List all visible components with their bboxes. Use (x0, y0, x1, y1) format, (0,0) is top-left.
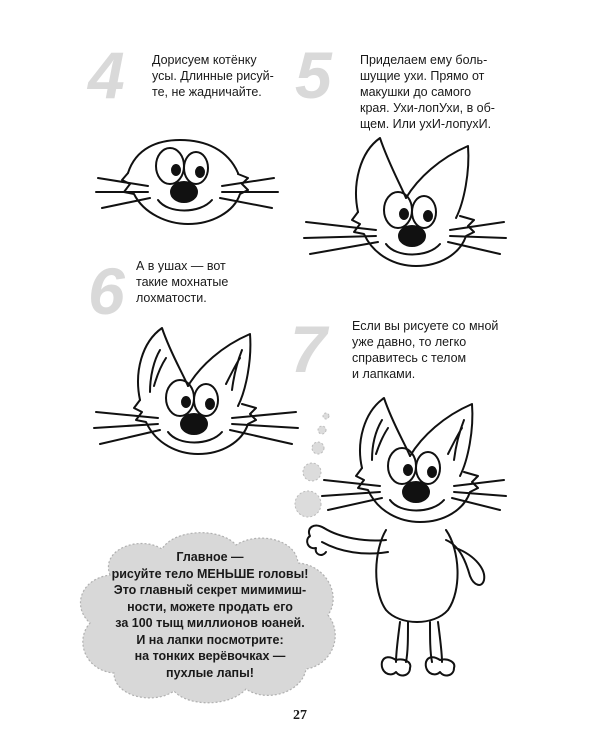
cat-head-step-5 (300, 132, 510, 292)
step-6-text: А в ушах — вот такие мохнатые лохматости. (136, 259, 229, 305)
step-number-6: 6 (88, 254, 125, 328)
tip-text: Главное — рисуйте тело МЕНЬШЕ головы! Это главный секрет мимимиш- ности, можете продать его за 100 тыщ миллионов юаней. И на лапки посмотрите: на тонких верёвочках — пухлые лапы! (111, 550, 309, 680)
step-5-text: Приделаем ему боль- шущие ухи. Прямо от макушки до самого края. Ухи-лопУхи, в об- щем. Или ухИ-лопухИ. (360, 53, 495, 131)
tip-cloud (70, 525, 350, 705)
thought-bubbles (290, 408, 360, 538)
step-number-7: 7 (290, 312, 327, 386)
step-4-text: Дорисуем котёнку усы. Длинные рисуй- те, не жадничайте. (152, 53, 274, 99)
cat-head-step-6 (92, 320, 302, 480)
cat-head-step-4 (88, 128, 288, 238)
step-number-4: 4 (88, 38, 125, 112)
step-7-text: Если вы рисуете со мной уже давно, то легко справитесь с телом и лапками. (352, 319, 499, 381)
step-number-5: 5 (295, 38, 332, 112)
page-number: 27 (293, 708, 307, 723)
